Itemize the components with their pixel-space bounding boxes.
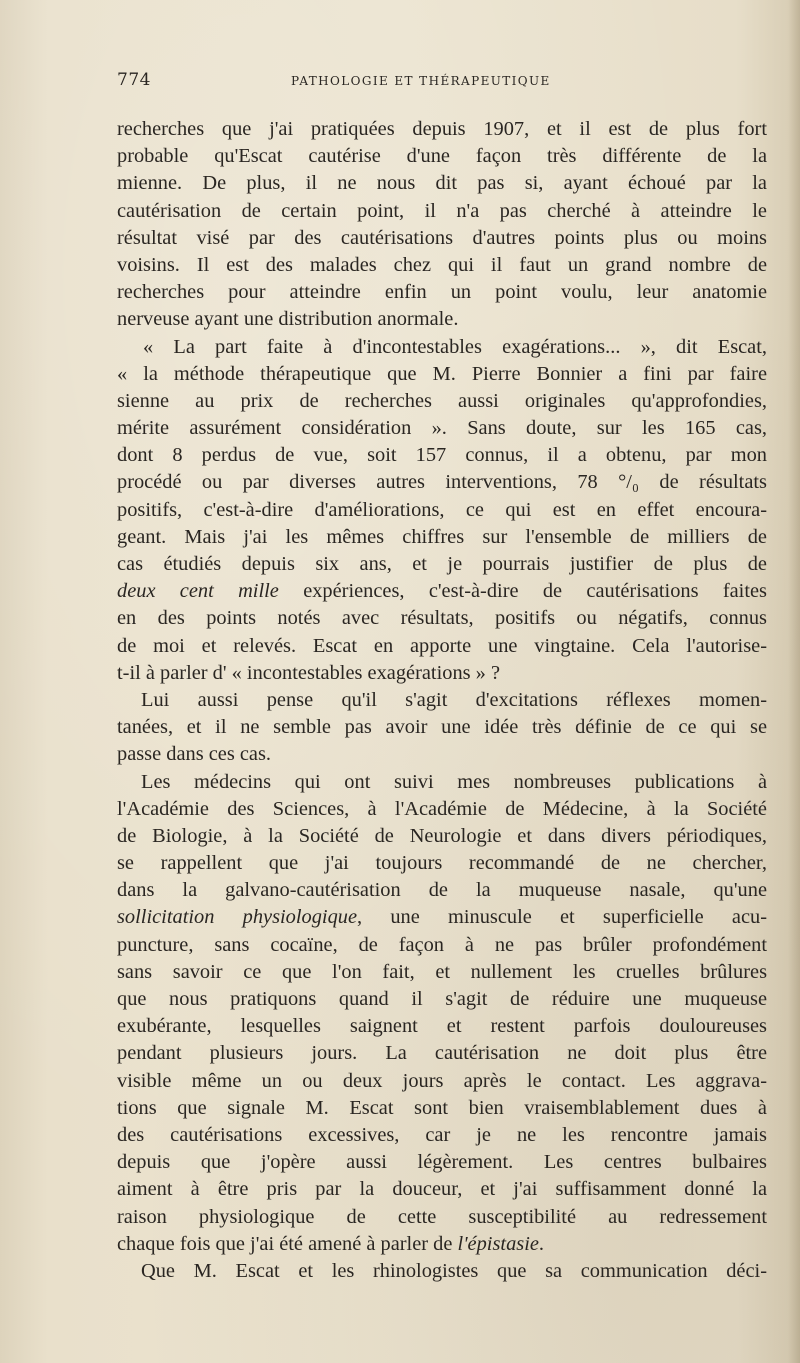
text-line: « la méthode thérapeutique que M. Pierre Bonnier a fini par faire bbox=[117, 362, 767, 385]
text-line: « La part faite à d'incontestables exagérations... », dit Escat, bbox=[143, 335, 767, 358]
text-line: geant. Mais j'ai les mêmes chiffres sur l'ensemble de milliers de bbox=[117, 525, 767, 548]
text-line: passe dans ces cas. bbox=[117, 743, 272, 766]
text-line: mienne. De plus, il ne nous dit pas si, ayant échoué par la bbox=[117, 172, 767, 195]
text-line: t-il à parler d' « incontestables exagérations » ? bbox=[117, 661, 501, 684]
text-line: sans savoir ce que l'on fait, et nullement les cruelles brûlures bbox=[117, 960, 767, 983]
text-line: positifs, c'est-à-dire d'améliorations, ce qui est en effet encoura- bbox=[117, 498, 767, 521]
text-line-with-italic bbox=[117, 578, 767, 605]
text-line: dans la galvano-cautérisation de la muqueuse nasale, qu'une bbox=[117, 879, 767, 902]
text-line: Les médecins qui ont suivi mes nombreuses publications à bbox=[141, 770, 767, 793]
italic-phrase: l'épistasie bbox=[457, 1232, 539, 1255]
text-span: expériences, c'est-à-dire de cautérisations faites bbox=[303, 580, 767, 603]
text-line: puncture, sans cocaïne, de façon à ne pas brûler profondément bbox=[117, 933, 767, 956]
text-line: aiment à être pris par la douceur, et j'ai suffisamment donné la bbox=[117, 1178, 767, 1201]
text-line: des cautérisations excessives, car je ne les rencontre jamais bbox=[117, 1123, 767, 1146]
text-line: l'Académie des Sciences, à l'Académie de Médecine, à la Société bbox=[117, 797, 767, 820]
text-line: mérite assurément considération ». Sans doute, sur les 165 cas, bbox=[117, 417, 767, 440]
text-line: voisins. Il est des malades chez qui il faut un grand nombre de bbox=[117, 253, 767, 276]
text-line: recherches que j'ai pratiquées depuis 1907, et il est de plus fort bbox=[117, 118, 767, 140]
text-line: se rappellent que j'ai toujours recommandé de ne chercher, bbox=[117, 852, 767, 875]
text-line: Lui aussi pense qu'il s'agit d'excitations réflexes momen- bbox=[141, 688, 767, 711]
text-line: nerveuse ayant une distribution anormale. bbox=[117, 308, 459, 331]
text-line: visible même un ou deux jours après le contact. Les aggrava- bbox=[117, 1069, 767, 1092]
text-line: depuis que j'opère aussi légèrement. Les centres bulbaires bbox=[117, 1151, 767, 1174]
text-line: de Biologie, à la Société de Neurologie et dans divers périodiques, bbox=[117, 824, 767, 847]
text-line: exubérante, lesquelles saignent et restent parfois douloureuses bbox=[117, 1015, 767, 1038]
text-line: procédé ou par diverses autres interventions, 78 °/₀ de résultats bbox=[117, 471, 767, 494]
italic-phrase: sollicitation physiologique bbox=[117, 906, 358, 929]
text-line: tions que signale M. Escat sont bien vraisemblablement dues à bbox=[117, 1096, 767, 1119]
running-head bbox=[117, 70, 767, 100]
text-line: sienne au prix de recherches aussi originales qu'approfondies, bbox=[117, 389, 767, 412]
text-span: , une minuscule et superficielle acu- bbox=[357, 906, 767, 929]
text-line: tanées, et il ne semble pas avoir une idée très définie de ce qui se bbox=[117, 716, 767, 739]
text-line: dont 8 perdus de vue, soit 157 connus, il a obtenu, par mon bbox=[117, 444, 767, 467]
text-line-with-italic bbox=[117, 904, 767, 931]
text-line: probable qu'Escat cautérise d'une façon très différente de la bbox=[117, 145, 767, 168]
text-span: chaque fois que j'ai été amené à parler de bbox=[117, 1232, 453, 1255]
period: . bbox=[538, 1232, 545, 1255]
text-line: cas étudiés depuis six ans, et je pourrais justifier de plus de bbox=[117, 553, 767, 575]
text-line: pendant plusieurs jours. La cautérisation ne doit plus être bbox=[117, 1042, 767, 1065]
text-line: que nous pratiquons quand il s'agit de réduire une muqueuse bbox=[117, 988, 767, 1010]
body-text bbox=[117, 116, 767, 1285]
text-line: résultat visé par des cautérisations d'autres points plus ou moins bbox=[117, 226, 767, 249]
italic-phrase: deux cent mille bbox=[117, 580, 279, 603]
running-title: PATHOLOGIE ET THÉRAPEUTIQUE bbox=[291, 74, 551, 88]
text-line: cautérisation de certain point, il n'a pas cherché à atteindre le bbox=[117, 199, 767, 222]
text-line-with-italic bbox=[117, 1231, 767, 1258]
page-number: 774 bbox=[117, 70, 151, 90]
text-line: de moi et relevés. Escat en apporte une vingtaine. Cela l'autorise- bbox=[117, 634, 767, 657]
text-line: Que M. Escat et les rhinologistes que sa communication déci- bbox=[141, 1259, 767, 1282]
text-line: en des points notés avec résultats, positifs ou négatifs, connus bbox=[117, 607, 767, 630]
page-edge-shadow bbox=[788, 0, 800, 1363]
text-line: raison physiologique de cette susceptibilité au redressement bbox=[117, 1205, 767, 1228]
text-line: recherches pour atteindre enfin un point voulu, leur anatomie bbox=[117, 281, 767, 304]
